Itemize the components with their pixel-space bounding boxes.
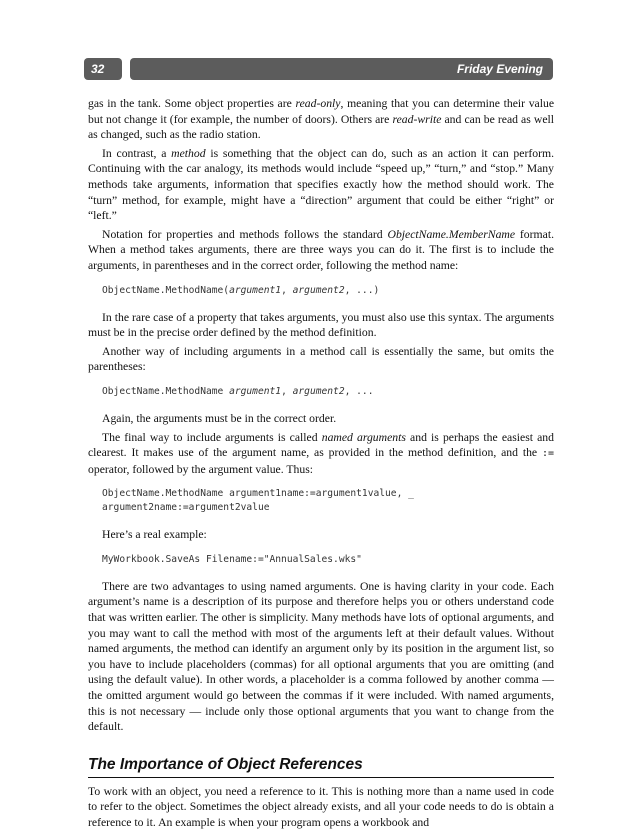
body-text [88,96,554,834]
code-example: ObjectName.MethodName argument1, argument2, ... [102,385,374,397]
paragraph: There are two advantages to using named arguments. One is having clarity in your code. Each argument’s name is a description of its purpose and therefore helps you or others understand code that was written earlier. The other is simplicity. Many methods have lots of optional arguments, and you may want to call the method with most of the arguments left at their default values. Without named arguments, the method can identify an argument only by its position in the argument list, so you have to include placeholders (commas) for all optional arguments that you are omitting (and using the default value). In other words, a placeholder is a comma followed by another comma — the omitted argument would go between the commas if it were included. With named arguments, this is not necessary — include only those optional arguments that you want to change from the default. [88,579,554,734]
paragraph: Notation for properties and methods follows the standard ObjectName.MemberName format. When a method takes arguments, there are three ways you can do it. The first is to include the arguments, in parentheses and in the correct order, following the method name: [88,227,554,272]
running-title: Friday Evening [130,58,553,80]
paragraph: Again, the arguments must be in the correct order. [102,411,337,425]
paragraph: In contrast, a method is something that the object can do, such as an action it can perform. Continuing with the car analogy, its methods would include “speed up,” “turn,” and “stop.” Many methods take arguments, information that specifies exactly how the method should work. The “turn” method, for example, might have a “direction” argument that could be either “right” or “left.” [88,146,554,223]
code-example: ObjectName.MethodName argument1name:=argument1value, _ argument2name:=argument2value [102,488,414,514]
code-example: MyWorkbook.SaveAs Filename:="AnnualSales.wks" [102,553,362,565]
paragraph: In the rare case of a property that takes arguments, you must also use this syntax. The arguments must be in the precise order defined by the method definition. [88,310,554,340]
paragraph: The final way to include arguments is called named arguments and is perhaps the easiest and clearest. It makes use of the argument name, as provided in the method definition, and the := operator, followed by the argument value. Thus: [88,430,554,476]
paragraph: Here’s a real example: [102,528,207,542]
paragraph: gas in the tank. Some object properties are read-only, meaning that you can determine their value but not change it (for example, the number of doors). Others are read-write and can be read as well as changed, such as the radio station. [88,97,555,142]
code-example: ObjectName.MethodName(argument1, argument2, ...) [102,284,380,296]
section-heading: The Importance of Object References [88,755,554,778]
paragraph: Another way of including arguments in a method call is essentially the same, but omits the parentheses: [88,344,554,374]
page-header [84,58,553,80]
page-number: 32 [84,58,122,80]
paragraph: To work with an object, you need a reference to it. This is nothing more than a name used in code to refer to the object. Sometimes the object already exists, and all your code needs to do is obtain a reference to it. An example is when your program opens a workbook and [88,784,554,829]
